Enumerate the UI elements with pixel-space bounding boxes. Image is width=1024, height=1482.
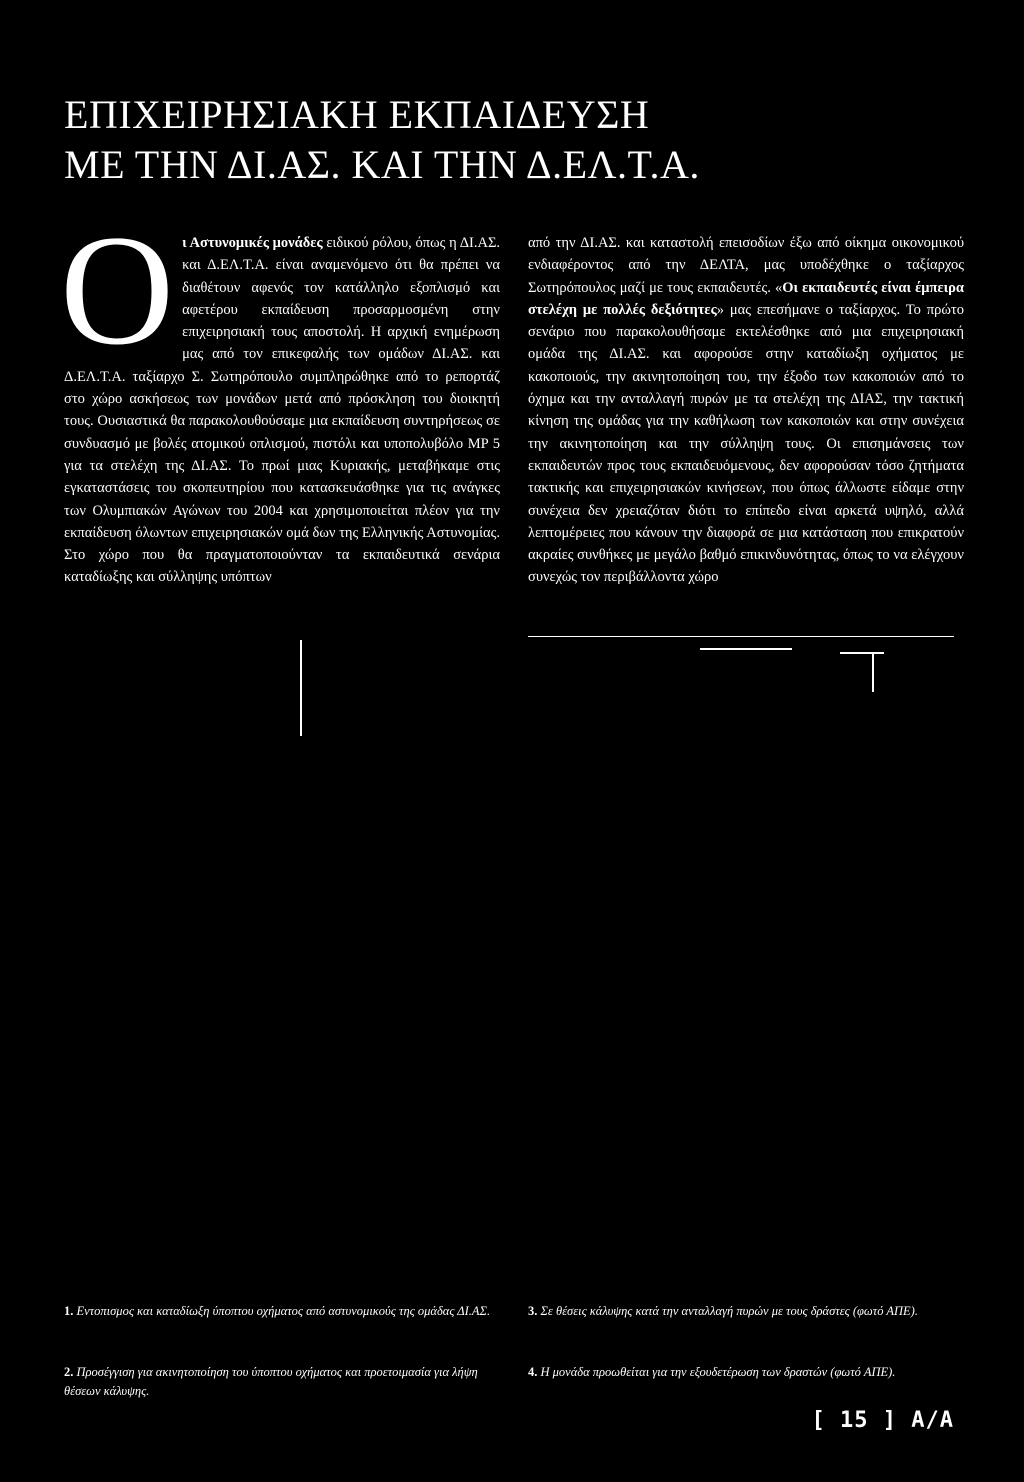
caption-number: 4. <box>528 1365 538 1379</box>
divider-rule <box>528 636 954 637</box>
drop-cap: O <box>60 203 175 378</box>
caption-number: 3. <box>528 1304 538 1318</box>
article-column-right <box>528 232 964 589</box>
photo-frame-edge <box>700 648 792 650</box>
photo-caption-3 <box>528 1302 958 1321</box>
caption-number: 1. <box>64 1304 74 1318</box>
caption-text: Εντοπισμος και καταδίωξη ύποπτου οχήματος από αστυνομικούς της ομάδας ΔΙ.ΑΣ. <box>76 1304 491 1318</box>
article-paragraph-right <box>528 232 964 589</box>
caption-number: 2. <box>64 1365 74 1379</box>
pull-quote-bold: Οι εκπαιδευτές είναι έμπειρα στελέχη με πολλές δεξιότητες <box>528 279 964 318</box>
title-line-2: ΜΕ ΤΗΝ ΔΙ.ΑΣ. ΚΑΙ ΤΗΝ Δ.ΕΛ.Τ.Α. <box>64 142 700 187</box>
article-title <box>64 90 700 190</box>
page-number: [ 15 ] Α/Α <box>811 1408 954 1433</box>
right-body-text-a: από την ΔΙ.ΑΣ. και καταστολή επεισοδίων έξω από οίκημα οικονομικού ενδιαφέροντος από την ΔΕΛΤΑ, μας υποδέχθηκε ο ταξίαρχος Σωτηρόπουλος μαζί με τους εκπαιδευτές. « <box>528 235 964 296</box>
photo-caption-4 <box>528 1363 968 1382</box>
title-line-1: ΕΠΙΧΕΙΡΗΣΙΑΚΗ ΕΚΠΑΙΔΕΥΣΗ <box>64 92 650 137</box>
left-body-text: ειδικού ρόλου, όπως η ΔΙ.ΑΣ. και Δ.ΕΛ.Τ.Α. είναι αναμενόμενο ότι θα πρέπει να διαθέτουν αφενός τον κατάλληλο εξοπλισμό και αφετέρου εκπαίδευση προσαρμοσμένη στην επιχειρησιακή τους αποστολή. Η αρχική ενημέρωση μας από τον επικεφαλής των ομάδων ΔΙ.ΑΣ. και Δ.ΕΛ.Τ.Α. ταξίαρχο Σ. Σωτηρόπουλο συμπληρώθηκε από το ρεπορτάζ στο χώρο ασκήσεως των μονάδων μετά από πρόσκληση του διοικητή τους. Ουσιαστικά θα παρακολουθούσαμε μια εκπαίδευση συντηρήσεως σε συνδυασμό με βολές ατομικού οπλισμού, πιστόλι και υποπολυβόλο MP 5 για τα στελέχη της ΔΙ.ΑΣ. Το πρωί μιας Κυριακής, μεταβήκαμε στις εγκαταστάσεις του σκοπευτηρίου που κατασκευάσθηκε για τις ανάγκες των Ολυμπιακών Αγώνων του 2004 και χρησιμοποιείται πλέον για την εκπαίδευση όλωντων επιχειρησιακών ομά δων της Ελληνικής Αστυνομίας. Στο χώρο που θα πραγματοποιούνταν τα εκπαιδευτικά σενάρια καταδίωξης και σύλληψης υπόπτων <box>64 235 501 586</box>
photo-frame-edge <box>872 652 874 692</box>
lead-bold-text: ι Αστυνομικές μονάδες <box>182 235 323 251</box>
photo-frame-edge <box>300 640 302 736</box>
photo-caption-2 <box>64 1363 504 1401</box>
article-column-left <box>60 203 501 589</box>
caption-text: Η μονάδα προωθείται για την εξουδετέρωση των δραστών (φωτό ΑΠΕ). <box>540 1365 896 1379</box>
article-paragraph-left <box>60 203 501 589</box>
caption-text: Σε θέσεις κάλυψης κατά την ανταλλαγή πυρών με τους δράστες (φωτό ΑΠΕ). <box>540 1304 918 1318</box>
right-body-text-b: » μας επεσήμανε ο ταξίαρχος. Το πρώτο σενάριο που παρακολουθήσαμε εκτελέσθηκε από μια επιχειρησιακή ομάδα της ΔΙ.ΑΣ. και αφορούσε στην καταδίωξη οχήματος με κακοποιούς, την ακινητοποίηση του, την έξοδο των κακοποιών από το όχημα και την ανταλλαγή πυρών με τα στελέχη της ΔΙΑΣ, την τακτική κίνηση της ομάδας για την καθήλωση των κακοποιών και στην συνέχεια την ακινητοποίηση και την σύλληψη τους. Οι επισημάνσεις των εκπαιδευτών προς τους εκπαιδευόμενους, δεν αφορούσαν τόσο ζητήματα τακτικής και επιχειρησιακών κινήσεων, που όπως άλλωστε είδαμε στην συνέχεια δεν χρειαζόταν διότι το επίπεδο είναι αρκετά υψηλό, αλλά λεπτομέρειες που κάνουν την διαφορά σε μια κατάσταση που επικρατούν ακραίες συνθήκες με μεγάλο βαθμό επικινδυνότητας, όπως το να ελέγχουν συνεχώς τον περιβάλλοντα χώρο <box>528 301 964 586</box>
caption-text: Προσέγγιση για ακινητοποίηση του ύποπτου οχήματος και προετοιμασία για λήψη θέσεων κάλυψης. <box>64 1365 478 1398</box>
photo-caption-1 <box>64 1302 504 1321</box>
photo-frame-edge <box>840 652 884 654</box>
